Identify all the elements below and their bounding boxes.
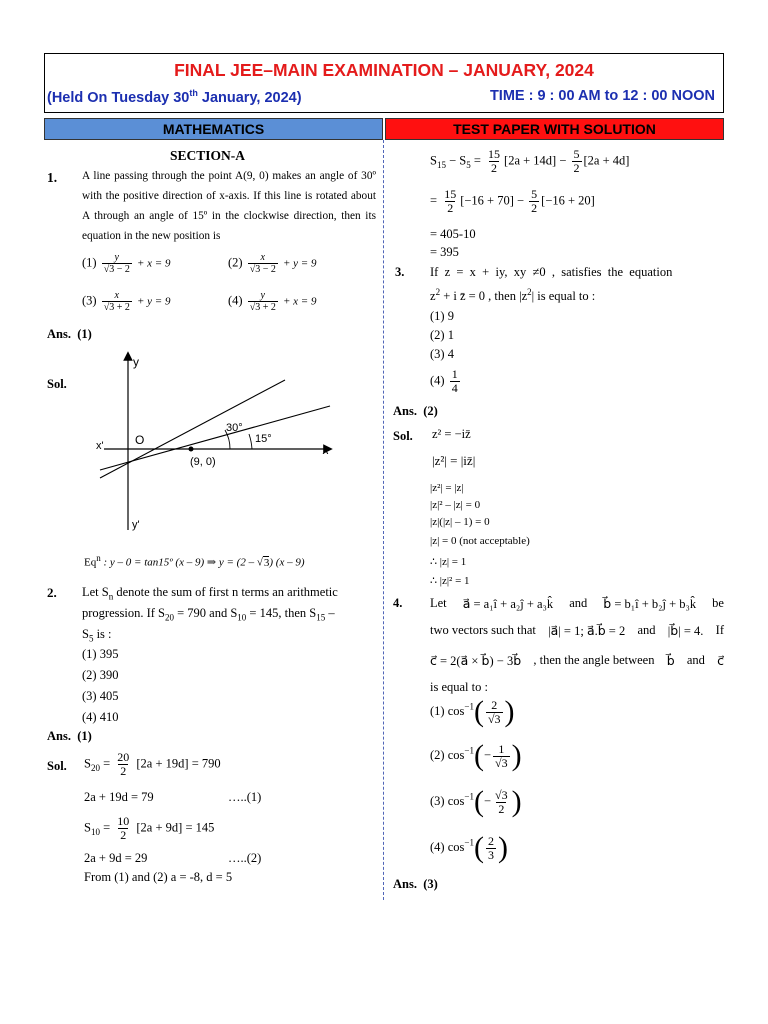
q3-sol-8: ∴ |z|² = 1: [430, 575, 470, 587]
held-on-date: (Held On Tuesday 30th January, 2024): [47, 88, 302, 106]
q3-text-line2: $z^2 + i$ z̄ = 0 , then $|z^2|$ is equal to :: [430, 287, 596, 304]
y-prime-label: y': [132, 519, 140, 531]
arc-15: [249, 434, 252, 449]
paper-bar: TEST PAPER WITH SOLUTION: [385, 118, 724, 140]
q2-line2-ref: …..(2): [228, 851, 262, 865]
angle-30-label: 30°: [226, 422, 243, 434]
q2-text-line3: $S_5$ is :: [82, 627, 112, 644]
q1-option-2: (2) $\frac{x}{√3 - 2}$ + y = 9: [228, 252, 317, 275]
q2-number: 2.: [47, 585, 57, 600]
point-a: [189, 447, 194, 452]
q1-equation: Eq$^n$ : y – 0 = tan15º (x – 9) ⇒ y = (2 – √3) (x – 9): [84, 553, 305, 569]
q4-option-1: (1) $\cos^{-1}$( $\frac{2}{√3}$ ): [430, 695, 515, 728]
q2-step-1: = 405-10: [430, 227, 476, 241]
subject-bar: MATHEMATICS: [44, 118, 383, 140]
column-divider: [383, 140, 384, 900]
q4-option-3: (3) $\cos^{-1}(-$ $\frac{√3}{2}$ ): [430, 785, 522, 818]
q1-option-3: (3) $\frac{x}{√3 + 2}$ + y = 9: [82, 290, 171, 313]
exam-time: TIME : 9 : 00 AM to 12 : 00 NOON: [489, 88, 715, 104]
q3-sol-3: |z²| = |z|: [430, 482, 464, 494]
q3-solution-label: Sol.: [393, 429, 413, 443]
q3-sol-7: ∴ |z| = 1: [430, 556, 467, 568]
q3-option-2: (2) 1: [430, 328, 454, 342]
q3-text-line1: If z = x + iy, xy ≠0 , satisfies the equation: [430, 265, 673, 279]
q4-text-line4: is equal to :: [430, 680, 488, 694]
angle-15-label: 15°: [255, 433, 272, 445]
header-box: [44, 53, 724, 113]
q2-option-1: (1) 395: [82, 647, 119, 661]
q2-option-3: (3) 405: [82, 689, 119, 703]
q2-s10-equation: $S_{10}$ = $\frac{10}{2}$ [2a + 9d] = 145: [84, 814, 215, 842]
q2-option-2: (2) 390: [82, 668, 119, 682]
q3-sol-2: |z²| = |iz̄|: [432, 453, 476, 468]
q2-text-line2: progression. If $S_{20} = 790$ and $S_{10} = 145$, then $S_{15}$ –: [82, 606, 335, 623]
q3-sol-4: |z|² – |z| = 0: [430, 499, 481, 511]
q4-text-line2: two vectors such that |a⃗| = 1; a⃗.b⃗ = 2 and |b⃗| = 4. If: [430, 623, 724, 638]
q3-option-4: (4) $\frac{1}{4}$: [430, 367, 458, 395]
q2-s20-equation: $S_{20}$ = $\frac{20}{2}$ [2a + 19d] = 790: [84, 750, 221, 778]
exam-title: FINAL JEE–MAIN EXAMINATION – JANUARY, 2024: [174, 60, 594, 80]
q1-solution-label: Sol.: [47, 377, 67, 391]
q2-s15-line2: = $\frac{15}{2}$ [−16 + 70] − $\frac{5}{2}$ [−16 + 20]: [430, 187, 595, 215]
q2-s15-line: $S_{15} - S_5$ = $\frac{15}{2}$ [2a + 14d] − $\frac{5}{2}$ [2a + 4d]: [430, 147, 630, 175]
q3-option-1: (1) 9: [430, 309, 454, 323]
x-prime-label: x': [96, 440, 104, 452]
q1-answer: Ans. (1): [47, 327, 92, 341]
q2-option-4: (4) 410: [82, 710, 119, 724]
q2-step-2: = 395: [430, 245, 459, 259]
q2-answer: Ans. (1): [47, 729, 92, 743]
q3-option-3: (3) 4: [430, 347, 454, 361]
origin-label: O: [135, 433, 145, 447]
q1-number: 1.: [47, 170, 58, 185]
q1-option-4: (4) $\frac{y}{√3 + 2}$ + x = 9: [228, 290, 317, 313]
q2-line1-ref: …..(1): [228, 790, 262, 804]
q1-diagram: [90, 350, 340, 540]
q4-answer: Ans. (3): [393, 877, 438, 891]
q3-answer: Ans. (2): [393, 404, 438, 418]
y-label: y: [133, 355, 139, 369]
section-heading: SECTION-A: [170, 148, 246, 163]
q2-line1: 2a + 19d = 79: [84, 790, 154, 804]
q3-sol-5: |z|(|z| – 1) = 0: [430, 516, 490, 528]
q2-solution-label: Sol.: [47, 759, 67, 773]
q1-text: A line passing through the point A(9, 0) makes an angle of 30º with the positive direction of x-axis. If this line is rotated about A through an angle of 15º in the clockwise direction, then its equation in the new position is: [82, 170, 376, 242]
q3-sol-6: |z| = 0 (not acceptable): [430, 535, 530, 547]
q2-line3: From (1) and (2) a = -8, d = 5: [84, 870, 233, 884]
q3-sol-1: z² = −iz̄: [432, 427, 471, 441]
q2-line2: 2a + 9d = 29: [84, 851, 148, 865]
q1-option-1: (1) $\frac{y}{√3 - 2}$ + x = 9: [82, 252, 171, 275]
q2-text-line1: Let $S_n$ denote the sum of first n terms an arithmetic: [82, 585, 338, 602]
q4-text-line3: c⃗ = 2(a⃗ × b⃗) − 3b⃗ , then the angle between b⃗ and c⃗: [430, 653, 724, 668]
x-label: x: [323, 443, 329, 457]
point-label: (9, 0): [190, 456, 216, 468]
q4-option-4: (4) $\cos^{-1}$( $\frac{2}{3}$ ): [430, 831, 508, 864]
q4-option-2: (2) $\cos^{-1}(-$ $\frac{1}{√3}$ ): [430, 739, 522, 772]
q4-number: 4.: [393, 596, 403, 610]
q4-text-line1: Let a⃗ = a₁î + a₂ĵ + a₃k̂ and b⃗ = b₁î + b₂ĵ + b₃k̂ be: [430, 596, 724, 611]
q3-number: 3.: [395, 265, 405, 279]
